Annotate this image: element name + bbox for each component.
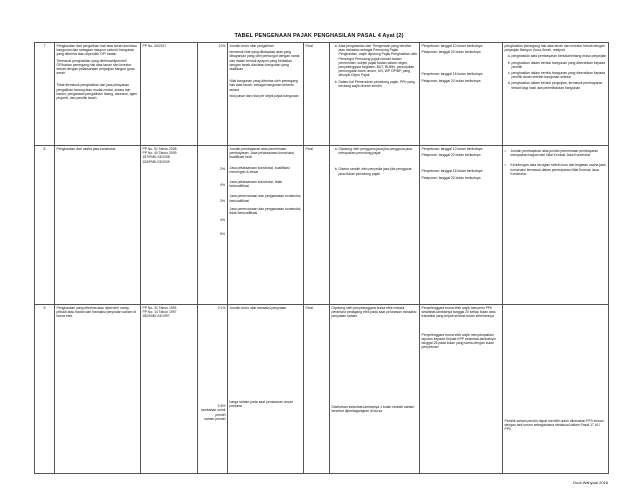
deposit-text: Penyetoran: tanggal 10 bulan berikutnya xyxy=(421,147,483,151)
base-text: Jasa pelaksanaan konstruksi, kualifikasi menengah & besar xyxy=(229,165,290,174)
base-text: Nilai bangunan yang diterima oleh pemegang hak atas tanah, sebagai bangunan tertentu antara xyxy=(229,79,298,92)
deposit-text: Penyetoran: tanggal 15 bulan berikutnya xyxy=(421,72,483,77)
regulation-text: 187/PMK.03/2008 xyxy=(142,155,170,160)
notes-item: • Keuntungan atas kerugian selisih kurs dari kegiatan usaha jasa konstruksi termasuk dalam pembayaran Nilai Kontrak Jasa Konstruksi xyxy=(505,163,607,176)
regulation-text: PP No. 51 Tahun 2008 xyxy=(142,147,177,151)
income-object: Penghasilan yang diterima atau diperoleh orang pribadi atau badan dari transaksi penjualan saham di bursa efek xyxy=(55,305,141,474)
deposit-text: Pelaporan: tanggal 20 bulan berikutnya xyxy=(421,153,481,158)
regulation xyxy=(141,305,198,474)
base-text: harga saham pada saat penawaran umum perdana xyxy=(229,400,294,409)
object-text: Termasuk penghasilan yang diterima/diperoleh OP/badan pemegang hak atas tanah dan investor terkait dengan pelaksanaan perjanjian bangun guna serah xyxy=(56,58,135,76)
deposit-text: Penyetoran: tanggal 15 bulan berikutnya xyxy=(421,169,483,174)
mechanism xyxy=(330,43,420,146)
base-text: Jumlah pembayaran atas penerimaan pembayaran: Jasa pelaksanaan konstruksi, kualifikasi kecil xyxy=(229,147,295,160)
tax-base xyxy=(228,305,304,474)
base-text: Jumlah bruto nilai transaksi penjualan xyxy=(229,306,287,310)
deposit-report xyxy=(420,305,503,474)
notes-text: Pemilik saham pendiri dapat memilih untuk dikenakan PPh sesuai dengan tarif umum sebagaimana dimaksud dalam Pasal 17 UU PPh xyxy=(504,419,604,432)
rate-note: pendiri xyxy=(215,412,226,417)
deposit-report xyxy=(420,146,503,305)
object-text: Penghasilan dari pengalihan hak atas tanah dan/atau bangunan dan sebagian maupun seluruh bangunan yang diterima atau diperoleh OP/ badan xyxy=(56,44,137,57)
mechanism-item: a. Dipotong oleh pengguna jasa jika pengguna jasa merupakan pemotong pajak xyxy=(339,147,418,155)
regulation: PP No. 34/2017 xyxy=(141,43,198,146)
rate-value: 0,5% xyxy=(217,404,226,409)
mechanism xyxy=(330,305,420,474)
mechanism xyxy=(330,146,420,305)
rate-value: 3% xyxy=(220,199,225,204)
rate-value: 4% xyxy=(220,183,225,188)
notes-item: c. penghasilan dalam bentuk bangunan yang diserahkan kepada pemilik tanah setelah bangunan selesai xyxy=(512,71,607,79)
income-object: Penghasilan dari usaha jasa konstruksi xyxy=(55,146,141,305)
row-number: 7 xyxy=(35,43,55,146)
deposit-report xyxy=(420,43,503,146)
mechanism-text: Dipotong oleh penyelenggara bursa efek melalui perantara pedagang efek pada saat pelunasan transaksi penjualan saham xyxy=(331,306,417,319)
notes xyxy=(503,146,609,305)
tax-method: Final xyxy=(304,43,330,146)
deposit-text: Pelaporan: tanggal 20 bulan berikutnya xyxy=(421,78,481,83)
tax-method: Final xyxy=(304,146,330,305)
table-row xyxy=(35,305,609,474)
rate-note: saham pendiri xyxy=(204,416,226,421)
mechanism-item: a. Atas penghasilan dari: Pengenaan yang bersifat atas transaksi sebagai Pemotong Pajak Penghasilan, wajib dipotong Pajak Penghasilan oleh Pemungut Pemotong pajak melalui badan pemerintah, subjek pajak badan dalam negeri, penyelenggara kegiatan, BUT, BUMN, penunjukan pemungutan bank umum, UN, WP OP/BP, yang ditunjuk Dirjen Pajak xyxy=(339,44,418,78)
tax-base xyxy=(228,43,304,146)
mechanism-item: b. Disetor sendiri oleh penyedia jasa jika pengguna jasa bukan pemotong pajak xyxy=(339,167,418,175)
tax-rate xyxy=(198,146,228,305)
tax-base xyxy=(228,146,304,305)
mechanism-text: Disetorkan selambat-lambatnya 1 bulan setelah saham tersebut diperdagangkan di bursa xyxy=(331,404,415,413)
mechanism-item: b. Dalam hal Pemenuhan pemotong pajak, PPh yang terutang wajib disetor sendiri xyxy=(339,80,418,88)
table-row xyxy=(35,43,609,146)
object-text: Tidak termasuk penghasilan dari jasa pelayanan pengalihan barang atau modal-modal, antara lain kantor, pengadaan pengalihan/ lelang, asuransi, agen properti, dan pemilik tanah xyxy=(56,83,138,101)
base-text: Jumlah bruto nilai pengalihan xyxy=(229,44,274,48)
regulation-text: 282/KMK.04/1997 xyxy=(142,314,170,319)
rate-value: 6% xyxy=(220,231,225,236)
notes-intro: penghasilan pemegang hak atas tanah dan investor terkait dengan perjanjian Bangun Guna Serah, meliputi: xyxy=(504,44,605,53)
base-text: Jasa perencanaan dan pengawasan konstruksi, berkualifikasi xyxy=(229,194,302,203)
rate-value: 0,1% xyxy=(217,306,226,310)
deposit-text: Penyelenggara bursa efek wajib menyetor PPh selambat-lambatnya tanggal 20 setiap bulan atas transaksi yang terjadi selama bulan sebelumnya xyxy=(421,306,496,319)
deposit-text: Penyelenggara bursa efek wajib menyampaikan laporan kepada Kepala KPP selambat-lambatnya tanggal 25 pada bulan yang sama dengan bulan penyetoran xyxy=(421,332,496,350)
base-text: termasuk nilai yang ditetapkan atas yang dibayarkan yang oleh pemungut dengan nama dan dalam bentuk apapun yang berkaitan dengan tanah dan/atau bangunan yang dialihkan xyxy=(229,50,300,72)
deposit-text: Penyetoran: tanggal 10 bulan berikutnya xyxy=(421,44,483,48)
footer-credit: Dudi Wahyudi 2018 xyxy=(573,480,608,485)
regulation-text: PP No. 40 Tahun 2009 xyxy=(142,151,177,156)
rate-value: 4% xyxy=(220,217,225,222)
tax-method: Final xyxy=(304,305,330,474)
deposit-text: Pelaporan: tanggal 20 bulan berikutnya xyxy=(421,175,481,180)
row-number: 8 xyxy=(35,146,55,305)
notes-item: d. penghasilan dalam bentuk perjanjian, termasuk pembayaran terkait bagi hasil dan pemeliharaan bangunan xyxy=(512,81,607,89)
page-title: TABEL PENGENAAN PAJAK PENGHASILAN PASAL 4 Ayat (2) xyxy=(234,33,404,39)
regulation-text: PP No. 14 Tahun 1997 xyxy=(142,310,177,315)
tax-rate xyxy=(198,305,228,474)
rate-value: 2% xyxy=(220,167,225,171)
tax-rate: 10% xyxy=(198,43,228,146)
notes xyxy=(503,43,609,146)
income-object xyxy=(55,43,141,146)
notes xyxy=(503,305,609,474)
base-text: nilai pasar dan nilai per objek pajak bangunan xyxy=(229,93,299,98)
row-number: 9 xyxy=(35,305,55,474)
notes-item: • Jumlah pembayaran atas jumlah penerimaan pembayaran merupakan bagian dari Nilai Kontrak Jasa Konstruksi xyxy=(505,149,607,157)
base-text: Jasa pelaksanaan konstruksi, tidak berkualifikasi xyxy=(229,180,283,189)
table-row xyxy=(35,146,609,305)
tax-table xyxy=(34,42,609,474)
notes-item: a. penghasilan atas pembayaran berkala/rentang masa perjanjian xyxy=(512,54,607,58)
base-text: Jasa perencanaan dan pengawasan konstruksi, tidak berkualifikasi xyxy=(229,206,302,216)
notes-item: b. penghasilan dalam bentuk bangunan yang diserahkan kepada pemilik xyxy=(512,61,607,69)
regulation xyxy=(141,146,198,305)
rate-note: tambahan untuk xyxy=(201,408,226,413)
regulation-text: PP No. 41 Tahun 1994 xyxy=(142,306,177,310)
deposit-text: Pelaporan: tanggal 20 bulan berikutnya xyxy=(421,50,481,55)
regulation-text: 153/PMK.03/2009 xyxy=(142,159,170,164)
